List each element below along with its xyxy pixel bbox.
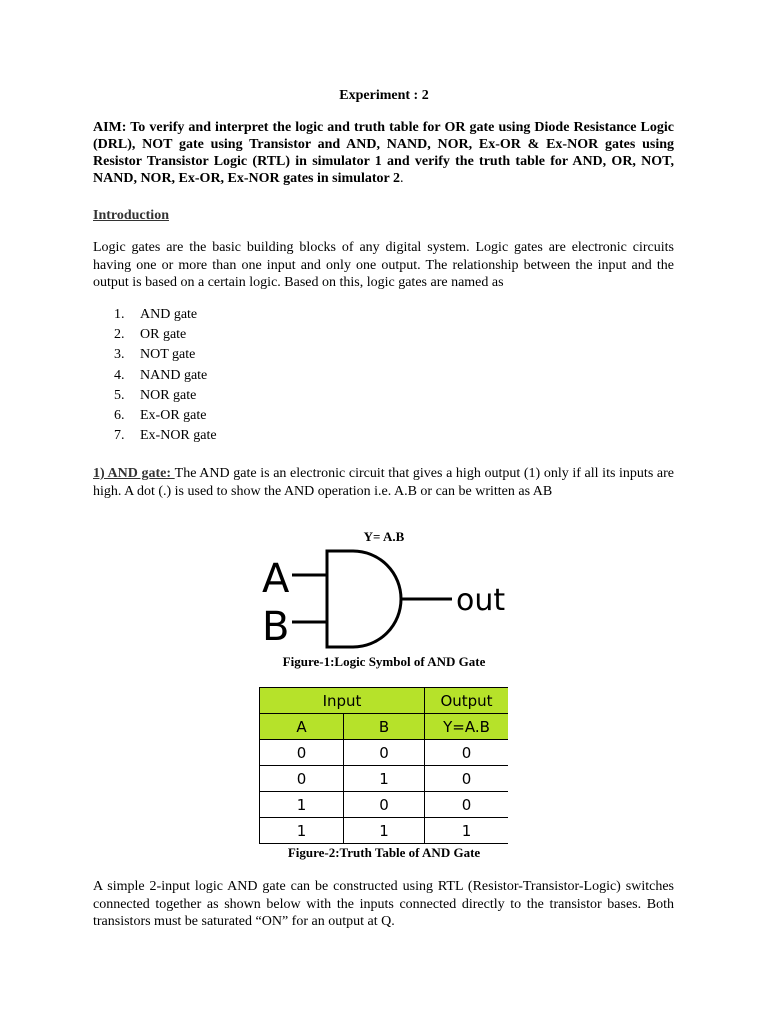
column-header-y: Y=A.B <box>425 714 509 740</box>
aim-period: . <box>399 171 404 186</box>
and-gate-symbol <box>258 548 518 650</box>
list-number: 3. <box>114 347 125 363</box>
table-cell: 1 <box>344 818 425 844</box>
figure-1-caption: Figure-1:Logic Symbol of AND Gate <box>282 654 486 669</box>
table-cell: 0 <box>260 766 344 792</box>
aim-text: AIM: To verify and interpret the logic and truth table for OR gate using Diode Resistance Logic (DRL), NOT gate using Transistor and AND, NAND, NOR, Ex-OR & Ex-NOR gates using Resistor Transistor Logic (RTL) in simulator 1 and verify the truth table for AND, OR, NOT, NAND, NOR, Ex-OR, Ex-NOR gates in simulator 2 <box>93 120 674 186</box>
list-number: 4. <box>114 367 125 383</box>
rtl-paragraph: A simple 2-input logic AND gate can be constructed using RTL (Resistor-Transistor-Logic) switches connected together as shown below with the inputs connected directly to the transistor bases. Both transistors must be saturated “ON” for an output at Q. <box>93 879 674 929</box>
figure-2-caption: Figure-2:Truth Table of AND Gate <box>287 845 481 860</box>
table-cell: 1 <box>344 766 425 792</box>
list-label: Ex-OR gate <box>140 407 207 423</box>
and-truth-table <box>259 687 508 844</box>
list-label: NAND gate <box>140 367 208 383</box>
table-cell: 1 <box>260 818 344 844</box>
list-number: 2. <box>114 327 125 343</box>
input-group-header: Input <box>260 688 425 714</box>
list-number: 7. <box>114 428 125 444</box>
experiment-title: Experiment : 2 <box>339 88 429 103</box>
list-item <box>114 346 217 366</box>
table-cell: 0 <box>344 740 425 766</box>
list-number: 6. <box>114 407 125 423</box>
input-a-label: A <box>262 556 290 602</box>
list-label: Ex-NOR gate <box>140 428 217 444</box>
and-equation: Y= A.B <box>363 529 405 544</box>
list-label: NOR gate <box>140 387 197 403</box>
list-item <box>114 326 217 346</box>
list-item <box>114 306 217 326</box>
list-label: NOT gate <box>140 347 196 363</box>
and-gate-body <box>327 551 401 647</box>
table-row <box>260 766 509 792</box>
table-cell: 1 <box>425 818 509 844</box>
list-item <box>114 387 217 407</box>
and-gate-heading: 1) AND gate: <box>93 466 175 481</box>
list-item <box>114 407 217 427</box>
output-label: out <box>456 583 506 618</box>
table-header-row <box>260 714 509 740</box>
gate-list <box>114 306 217 447</box>
table-group-header-row <box>260 688 509 714</box>
list-label: AND gate <box>140 307 198 322</box>
column-header-b: B <box>344 714 425 740</box>
table-row <box>260 818 509 844</box>
table-cell: 1 <box>260 792 344 818</box>
table-cell: 0 <box>425 792 509 818</box>
introduction-paragraph: Logic gates are the basic building blocks of any digital system. Logic gates are electronic circuits having one or more than one input and only one output. The relationship between the input and the output is based on a certain logic. Based on this, logic gates are named as <box>93 240 674 290</box>
list-number: 5. <box>114 387 125 403</box>
table-row <box>260 792 509 818</box>
table-cell: 0 <box>425 740 509 766</box>
table-cell: 0 <box>260 740 344 766</box>
list-number: 1. <box>114 307 125 322</box>
list-item <box>114 427 217 447</box>
and-gate-text: The AND gate is an electronic circuit that gives a high output (1) only if all its inputs are high. A dot (.) is used to show the AND operation i.e. A.B or can be written as AB <box>93 466 674 499</box>
table-cell: 0 <box>344 792 425 818</box>
and-gate-paragraph <box>93 465 674 500</box>
aim-paragraph <box>93 119 674 187</box>
table-row <box>260 740 509 766</box>
input-b-label: B <box>262 604 290 650</box>
introduction-heading: Introduction <box>93 208 169 223</box>
list-label: OR gate <box>140 327 187 343</box>
table-cell: 0 <box>425 766 509 792</box>
list-item <box>114 367 217 387</box>
output-group-header: Output <box>425 688 509 714</box>
column-header-a: A <box>260 714 344 740</box>
